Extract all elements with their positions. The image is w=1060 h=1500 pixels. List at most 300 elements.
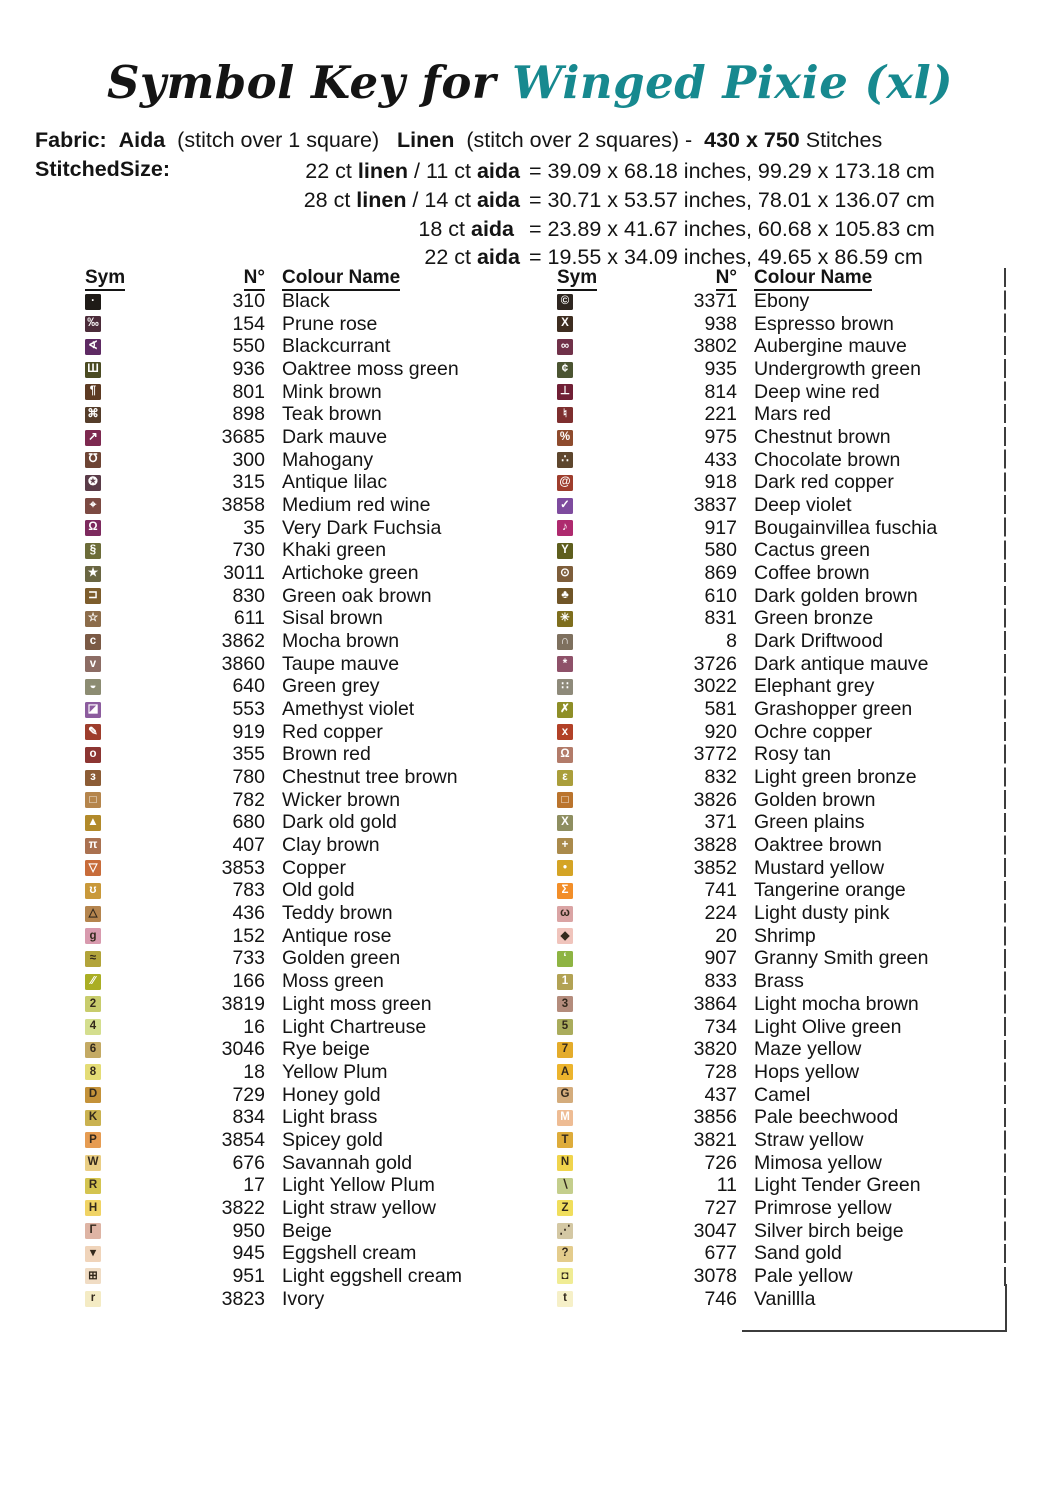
colour-name: Brass	[754, 970, 804, 993]
thread-number: 935	[704, 358, 737, 381]
title-pattern-name: Winged Pixie (xl)	[512, 56, 954, 109]
key-row	[557, 993, 1002, 1016]
stitch-symbol: ✪	[85, 475, 101, 491]
key-row	[85, 290, 530, 313]
stitch-symbol: 1	[557, 974, 573, 990]
stitch-symbol: Ω	[557, 747, 573, 763]
thread-number: 315	[232, 471, 265, 494]
stitch-symbol: □	[85, 792, 101, 808]
size-line-fabric	[198, 186, 520, 215]
text-segment: Stitches	[799, 128, 883, 152]
thread-number: 154	[232, 312, 265, 335]
key-row	[85, 857, 530, 880]
text-segment: 28 ct	[303, 187, 357, 212]
stitch-symbol: π	[85, 838, 101, 854]
thread-number: 741	[704, 879, 737, 902]
colour-name: Ebony	[754, 290, 810, 312]
colour-name: Light Olive green	[754, 1015, 902, 1038]
thread-number: 3837	[693, 494, 737, 517]
key-row	[557, 743, 1002, 766]
colour-name: Light mocha brown	[754, 992, 919, 1015]
stitch-symbol: A	[557, 1064, 573, 1080]
key-row	[557, 313, 1002, 336]
thread-number: 3858	[221, 494, 265, 517]
stitch-symbol: ↗	[85, 430, 101, 446]
colour-name: Wicker brown	[282, 788, 401, 811]
thread-number: 580	[704, 539, 737, 562]
stitch-symbol: ⋰	[557, 1223, 573, 1239]
thread-number: 3820	[693, 1038, 737, 1061]
text-segment: (stitch over 1 square)	[165, 128, 398, 152]
stitch-symbol: ♪	[557, 520, 573, 536]
stitch-symbol: §	[85, 543, 101, 559]
colour-name: Yellow Plum	[282, 1060, 388, 1083]
thread-number: 951	[232, 1264, 265, 1287]
colour-name: Chestnut tree brown	[282, 766, 458, 789]
stitch-symbol: ω	[557, 906, 573, 922]
colour-name: Vanillla	[754, 1287, 816, 1310]
bottom-right-rule	[742, 1284, 1007, 1332]
colour-name: Spicey gold	[282, 1128, 383, 1151]
thread-number: 730	[232, 539, 265, 562]
key-row	[85, 630, 530, 653]
text-segment: / 11 ct	[408, 159, 477, 183]
thread-number: 898	[232, 403, 265, 426]
colour-name: Dark Driftwood	[754, 630, 883, 653]
stitched-size-label: StitchedSize:	[35, 157, 170, 181]
thread-number: 611	[233, 607, 265, 630]
colour-name: Elephant grey	[754, 675, 875, 698]
key-row	[557, 517, 1002, 540]
thread-number: 677	[704, 1242, 737, 1265]
colour-name: Honey gold	[282, 1083, 381, 1106]
key-row	[85, 1016, 530, 1039]
colour-name: Teak brown	[282, 403, 382, 426]
stitch-symbol: *	[557, 656, 573, 672]
key-row	[557, 902, 1002, 925]
key-column-right	[557, 265, 1002, 1310]
stitch-symbol: 6	[85, 1042, 101, 1058]
size-line-dimensions: = 30.71 x 53.57 inches, 78.01 x 136.07 cm	[529, 187, 935, 212]
colour-name: Undergrowth green	[754, 358, 921, 381]
key-row	[557, 1174, 1002, 1197]
thread-number: 832	[704, 766, 737, 789]
key-row	[85, 403, 530, 426]
key-row	[557, 426, 1002, 449]
text-segment: 18 ct	[418, 216, 471, 241]
header-sym	[557, 266, 598, 289]
stitch-symbol: ©	[557, 294, 573, 310]
colour-name: Amethyst violet	[282, 698, 415, 721]
thread-number: 950	[232, 1219, 265, 1242]
key-row	[85, 585, 530, 608]
text-segment: 22 ct	[424, 245, 477, 270]
stitch-symbol: ‘	[557, 951, 573, 967]
thread-number: 919	[232, 720, 265, 743]
key-row	[557, 653, 1002, 676]
colour-name: Mocha brown	[282, 630, 400, 653]
colour-name: Eggshell cream	[282, 1242, 417, 1265]
thread-number: 734	[704, 1015, 737, 1038]
colour-name: Light straw yellow	[282, 1196, 436, 1219]
stitch-symbol: ≈	[85, 951, 101, 967]
stitch-symbol: ∩	[557, 634, 573, 650]
stitch-symbol: N	[557, 1155, 573, 1171]
thread-number: 814	[704, 380, 737, 403]
thread-number: 553	[232, 698, 265, 721]
text-segment: Fabric:	[35, 128, 107, 152]
thread-number: 3726	[693, 652, 737, 675]
thread-number: 936	[232, 358, 265, 381]
colour-name: Dark red copper	[754, 471, 894, 494]
key-row	[557, 562, 1002, 585]
header-sym-label: Sym	[557, 267, 597, 291]
key-row	[85, 358, 530, 381]
text-segment: / 14 ct	[406, 187, 477, 212]
stitch-symbol: 4	[85, 1019, 101, 1035]
stitch-symbol: R	[85, 1178, 101, 1194]
stitch-symbol: ε	[557, 770, 573, 786]
stitch-symbol: ⊐	[85, 588, 101, 604]
thread-number: 3854	[221, 1128, 265, 1151]
thread-number: 3819	[221, 992, 265, 1015]
stitch-symbol: D	[85, 1087, 101, 1103]
thread-number: 35	[243, 516, 265, 539]
stitch-symbol: ▽	[85, 860, 101, 876]
key-row	[557, 721, 1002, 744]
colour-name: Green bronze	[754, 607, 874, 630]
key-row	[85, 970, 530, 993]
colour-name: Red copper	[282, 720, 383, 743]
key-row	[557, 1106, 1002, 1129]
key-row	[557, 1084, 1002, 1107]
colour-name: Maze yellow	[754, 1038, 862, 1061]
stitch-symbol: ♣	[557, 588, 573, 604]
text-segment: aida	[476, 187, 520, 212]
stitch-symbol: K	[85, 1110, 101, 1126]
colour-name: Clay brown	[282, 834, 380, 857]
colour-name: Granny Smith green	[754, 947, 929, 970]
stitch-symbol: □	[557, 792, 573, 808]
key-row	[85, 494, 530, 517]
colour-name: Green oak brown	[282, 584, 432, 607]
thread-number: 3826	[693, 788, 737, 811]
key-row	[557, 925, 1002, 948]
key-row	[85, 1288, 530, 1311]
size-line-dimensions: = 19.55 x 34.09 inches, 49.65 x 86.59 cm	[529, 245, 923, 270]
colour-name: Teddy brown	[282, 902, 393, 925]
colour-name: Light moss green	[282, 992, 432, 1015]
stitch-symbol: ★	[85, 566, 101, 582]
key-row	[557, 675, 1002, 698]
stitch-symbol: ◒	[85, 679, 101, 695]
thread-number: 3862	[221, 630, 265, 653]
header-sym-label: Sym	[85, 267, 125, 291]
key-row	[85, 1106, 530, 1129]
thread-number: 8	[726, 630, 737, 653]
thread-number: 680	[232, 811, 265, 834]
key-row	[85, 607, 530, 630]
colour-name: Straw yellow	[754, 1128, 864, 1151]
key-row	[85, 879, 530, 902]
thread-number: 727	[704, 1196, 737, 1219]
key-row	[557, 1220, 1002, 1243]
stitch-symbol: ℧	[85, 452, 101, 468]
key-row	[85, 947, 530, 970]
key-row	[557, 1038, 1002, 1061]
colour-name: Aubergine mauve	[754, 335, 907, 358]
stitch-symbol: H	[85, 1200, 101, 1216]
thread-number: 975	[704, 426, 737, 449]
stitch-symbol: v	[85, 656, 101, 672]
header-number-label: N°	[244, 267, 265, 291]
key-row	[557, 607, 1002, 630]
colour-name: Black	[282, 290, 330, 312]
key-row	[557, 857, 1002, 880]
stitch-symbol: +	[557, 838, 573, 854]
colour-name: Brown red	[282, 743, 371, 766]
colour-name: Light Yellow Plum	[282, 1174, 435, 1197]
key-row	[557, 449, 1002, 472]
header-number-label: N°	[716, 267, 737, 291]
key-row	[85, 471, 530, 494]
colour-name: Mahogany	[282, 448, 374, 471]
colour-name: Deep violet	[754, 494, 852, 517]
thread-number: 676	[232, 1151, 265, 1174]
stitch-symbol: ∴	[557, 452, 573, 468]
key-row	[85, 1061, 530, 1084]
stitch-symbol: Z	[557, 1200, 573, 1216]
colour-name: Medium red wine	[282, 494, 431, 517]
stitch-symbol: ✗	[557, 702, 573, 718]
stitch-symbol: ∕∕	[85, 974, 101, 990]
header-number	[591, 267, 737, 289]
stitch-symbol: ✳	[557, 611, 573, 627]
key-row	[557, 1242, 1002, 1265]
thread-number: 581	[704, 698, 737, 721]
thread-number: 830	[232, 584, 265, 607]
colour-name: Bougainvillea fuschia	[754, 516, 938, 539]
key-row	[85, 675, 530, 698]
thread-number: 3022	[693, 675, 737, 698]
stitch-symbol: ◘	[557, 1268, 573, 1284]
key-row	[557, 539, 1002, 562]
colour-name: Light dusty pink	[754, 902, 890, 925]
thread-number: 3078	[693, 1264, 737, 1287]
thread-number: 3821	[693, 1128, 737, 1151]
colour-name: Dark mauve	[282, 426, 388, 449]
thread-number: 640	[232, 675, 265, 698]
key-row	[85, 1242, 530, 1265]
stitch-symbol: 5	[557, 1019, 573, 1035]
thread-number: 726	[704, 1151, 737, 1174]
colour-name: Khaki green	[282, 539, 387, 562]
key-row	[557, 1152, 1002, 1175]
stitch-symbol: ⌘	[85, 407, 101, 423]
text-segment: (stitch over 2 squares) -	[454, 128, 705, 152]
colour-name: Espresso brown	[754, 312, 894, 335]
key-row	[85, 721, 530, 744]
colour-name: Mars red	[754, 403, 831, 426]
colour-name: Oaktree brown	[754, 834, 882, 857]
key-row	[557, 630, 1002, 653]
thread-number: 3864	[693, 992, 737, 1015]
thread-number: 18	[243, 1060, 265, 1083]
key-row	[85, 313, 530, 336]
colour-name: Light green bronze	[754, 766, 917, 789]
stitch-symbol: ᴄ	[85, 634, 101, 650]
stitch-symbol: ɜ	[85, 770, 101, 786]
stitch-symbol: r	[85, 1291, 101, 1307]
thread-number: 746	[704, 1287, 737, 1310]
key-row	[85, 766, 530, 789]
key-row	[85, 834, 530, 857]
stitch-symbol: X	[557, 316, 573, 332]
thread-number: 783	[232, 879, 265, 902]
colour-name: Mimosa yellow	[754, 1151, 882, 1174]
thread-number: 610	[704, 584, 737, 607]
stitched-size-lines	[198, 157, 935, 272]
key-row	[557, 834, 1002, 857]
stitch-symbol: %	[557, 430, 573, 446]
thread-number: 437	[704, 1083, 737, 1106]
colour-name: Primrose yellow	[754, 1196, 892, 1219]
stitch-symbol: ✓	[557, 498, 573, 514]
colour-name: Golden brown	[754, 788, 876, 811]
stitch-symbol: ‰	[85, 316, 101, 332]
key-row	[557, 879, 1002, 902]
key-row	[557, 403, 1002, 426]
thread-number: 17	[243, 1174, 265, 1197]
text-segment: 430 x 750	[704, 128, 800, 152]
thread-number: 3772	[693, 743, 737, 766]
key-row	[85, 1197, 530, 1220]
text-segment: linen	[357, 159, 409, 183]
stitch-symbol: 7	[557, 1042, 573, 1058]
header-sym	[85, 266, 126, 289]
colour-name: Copper	[282, 856, 346, 879]
key-row	[557, 766, 1002, 789]
stitch-symbol: ⌖	[85, 498, 101, 514]
colour-name: Mustard yellow	[754, 856, 885, 879]
title-prefix: Symbol Key for	[106, 56, 497, 109]
colour-name: Old gold	[282, 879, 355, 902]
key-row	[557, 811, 1002, 834]
text-segment	[107, 128, 119, 152]
stitch-symbol: •	[557, 860, 573, 876]
stitch-symbol: 8	[85, 1064, 101, 1080]
colour-name: Coffee brown	[754, 562, 870, 585]
colour-name: Prune rose	[282, 312, 378, 335]
right-dashed-rule	[1004, 268, 1006, 1288]
size-line-dimensions: = 39.09 x 68.18 inches, 99.29 x 173.18 cm	[529, 159, 935, 183]
thread-number: 20	[715, 924, 737, 947]
stitch-symbol: ·	[85, 294, 101, 310]
key-row	[85, 653, 530, 676]
key-row	[85, 539, 530, 562]
stitch-symbol: 2	[85, 996, 101, 1012]
stitch-symbol: M	[557, 1110, 573, 1126]
thread-number: 3856	[693, 1106, 737, 1129]
colour-name: Antique lilac	[282, 471, 388, 494]
text-segment: linen	[356, 187, 407, 212]
colour-name: Deep wine red	[754, 380, 880, 403]
stitch-symbol: ⊙	[557, 566, 573, 582]
thread-number: 3852	[693, 856, 737, 879]
stitch-symbol: g	[85, 928, 101, 944]
key-row	[557, 335, 1002, 358]
header-colour-name	[737, 267, 1002, 289]
colour-name: Artichoke green	[282, 562, 419, 585]
text-segment	[514, 217, 520, 241]
thread-number: 3802	[693, 335, 737, 358]
fabric-line	[35, 128, 882, 153]
header-colour-name-label: Colour Name	[282, 267, 400, 291]
colour-name: Mink brown	[282, 380, 382, 403]
stitch-symbol: W	[85, 1155, 101, 1171]
colour-name: Tangerine orange	[754, 879, 906, 902]
colour-name: Dark golden brown	[754, 584, 918, 607]
colour-name: Savannah gold	[282, 1151, 413, 1174]
size-line-fabric	[198, 157, 520, 186]
key-row	[85, 1084, 530, 1107]
key-row	[85, 925, 530, 948]
colour-name: Green plains	[754, 811, 865, 834]
thread-number: 733	[232, 947, 265, 970]
colour-name: Antique rose	[282, 924, 392, 947]
thread-number: 834	[232, 1106, 265, 1129]
stitch-symbol: △	[85, 906, 101, 922]
thread-number: 407	[232, 834, 265, 857]
stitch-symbol: ⊥	[557, 384, 573, 400]
key-row	[557, 1061, 1002, 1084]
thread-number: 831	[704, 607, 737, 630]
key-row	[557, 1016, 1002, 1039]
thread-number: 11	[716, 1174, 737, 1197]
colour-name: Grashopper green	[754, 698, 913, 721]
key-row	[85, 1129, 530, 1152]
stitch-symbol: Γ	[85, 1223, 101, 1239]
colour-name: Very Dark Fuchsia	[282, 516, 442, 539]
key-row	[557, 358, 1002, 381]
stitch-symbol: ∢	[85, 339, 101, 355]
thread-number: 550	[232, 335, 265, 358]
thread-number: 782	[232, 788, 265, 811]
colour-name: Rosy tan	[754, 743, 831, 766]
stitch-symbol: 3	[557, 996, 573, 1012]
key-row	[85, 449, 530, 472]
text-segment: aida	[470, 216, 515, 241]
thread-number: 801	[232, 380, 265, 403]
colour-name: Taupe mauve	[282, 652, 400, 675]
thread-number: 310	[232, 290, 265, 312]
thread-number: 371	[704, 811, 737, 834]
stitch-symbol: x	[557, 724, 573, 740]
thread-number: 355	[232, 743, 265, 766]
colour-name: Ochre copper	[754, 720, 873, 743]
stitch-symbol: ♮	[557, 407, 573, 423]
colour-name: Sisal brown	[282, 607, 383, 630]
header-number	[119, 267, 265, 289]
thread-number: 728	[704, 1060, 737, 1083]
thread-number: 3822	[221, 1196, 265, 1219]
key-row	[557, 1129, 1002, 1152]
stitch-symbol: X	[557, 815, 573, 831]
colour-name: Sand gold	[754, 1242, 842, 1265]
key-row	[85, 1174, 530, 1197]
key-row	[557, 290, 1002, 313]
key-header-row	[85, 265, 530, 290]
